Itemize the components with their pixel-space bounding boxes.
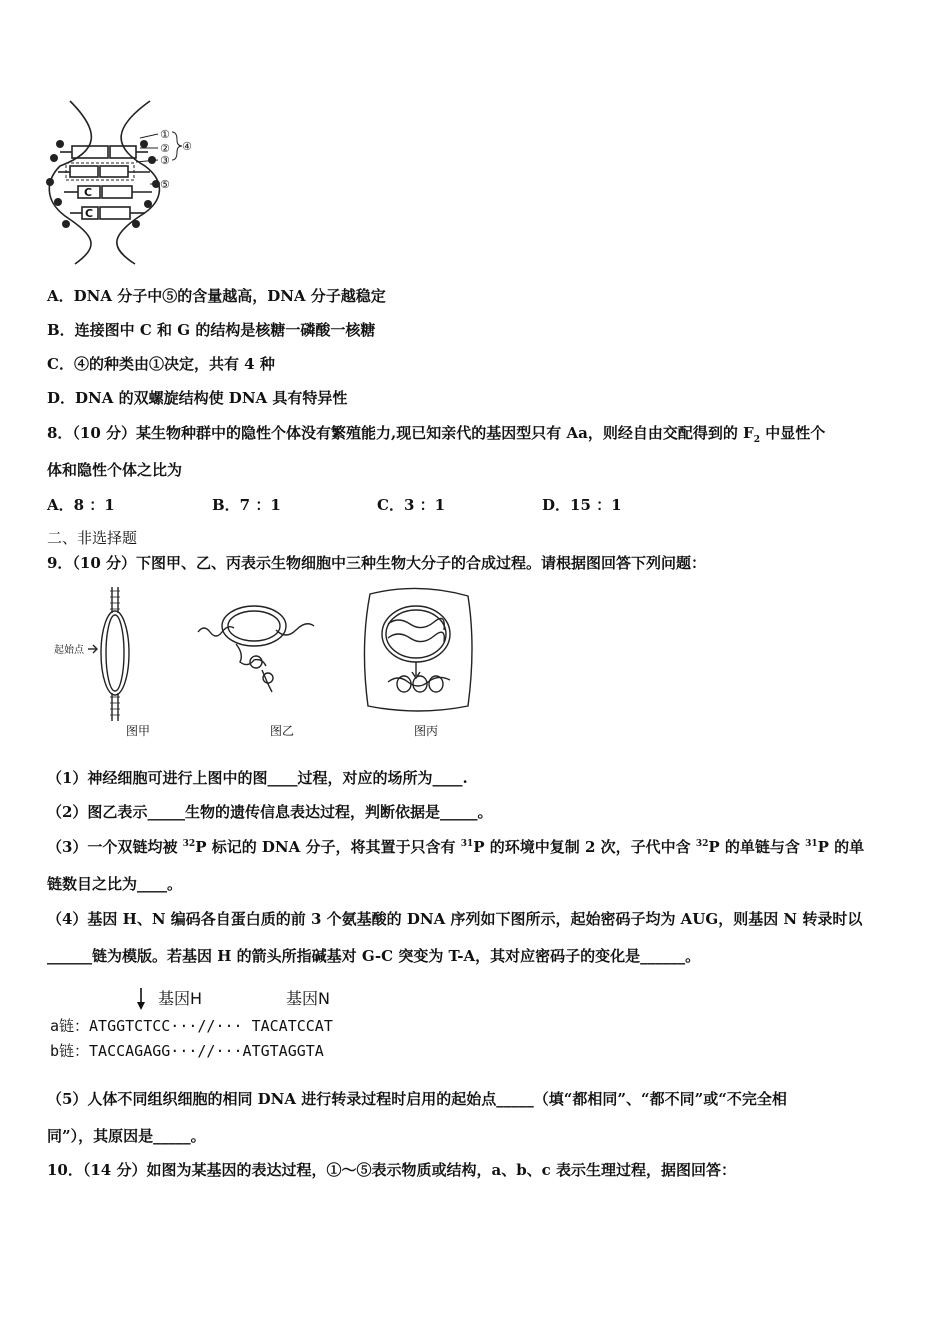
figure-yi-caption: 图乙 [270, 724, 295, 738]
figure-jia [52, 583, 162, 723]
q10-intro: 10．（14 分）如图为某基因的表达过程，①～⑤表示物质或结构，a、b、c 表示生理过程，据图回答： [47, 1161, 737, 1179]
q7-option-d: D．DNA 的双螺旋结构使 DNA 具有特异性 [47, 389, 348, 407]
q9-sub3-c: P 的环境中复制 2 次，子代中含 [473, 838, 696, 856]
figure-yi [196, 596, 316, 696]
q7-option-a: A．DNA 分子中⑤的含量越高，DNA 分子越稳定 [47, 287, 386, 305]
base-pair-box-8 [100, 207, 130, 219]
q8-line1-pre: 8．（10 分）某生物种群中的隐性个体没有繁殖能力,现已知亲代的基因型只有 Aa，则经自由交配得到的 F [47, 424, 754, 442]
q9-sub4-line1: （4）基因 H、N 编码各自蛋白质的前 3 个氨基酸的 DNA 序列如下图所示，起始密码子均为 AUG，则基因 N 转录时以 [47, 910, 863, 928]
base-pair-box-1 [72, 146, 108, 158]
q9-sub2: （2）图乙表示_____生物的遗传信息表达过程，判断依据是_____。 [47, 803, 493, 821]
q9-sub3-sup2: 31 [460, 839, 474, 849]
chain-a-sequence: a链：ATGGTCTCC···//··· TACATCCAT [50, 1017, 333, 1035]
q9-sub3-line2: 链数目之比为____。 [47, 875, 183, 893]
chain-b-sequence: b链：TACCAGAGG···//···ATGTAGGTA [50, 1042, 324, 1060]
q9-sub3-e: P 的单 [817, 838, 865, 856]
figure-jia-caption: 图甲 [126, 724, 151, 738]
q9-sub3-a: （3）一个双链均被 [47, 838, 183, 856]
q8-option-a: A．8 ：1 [47, 496, 115, 514]
q8-option-b: B．7 ：1 [212, 496, 281, 514]
q7-option-b: B．连接图中 C 和 G 的结构是核糖一磷酸一核糖 [47, 321, 376, 339]
q7-option-c: C．④的种类由①决定，共有 4 种 [47, 355, 275, 373]
q9-sub3-b: P 标记的 DNA 分子，将其置于只含有 [195, 838, 461, 856]
q9-sub3-d: P 的单链与含 [708, 838, 806, 856]
gene-h-label: 基因H [158, 989, 203, 1008]
fig-label-1: ① [160, 128, 170, 141]
q8-question [47, 423, 825, 443]
base-pair-box-3 [70, 166, 98, 177]
helix-strand-left [49, 101, 94, 264]
q8-option-c: C．3 ：1 [377, 496, 446, 514]
q9-sub3-sup3: 32 [695, 839, 709, 849]
fig-label-5: ⑤ [160, 178, 170, 191]
fig-label-4: ④ [182, 140, 192, 153]
gene-arrow-icon [134, 986, 148, 1012]
q9-sub3-sup4: 31 [805, 839, 818, 849]
q8-line1-sub: 2 [753, 435, 760, 445]
base-pair-box-4 [100, 166, 128, 177]
fig-label-3: ③ [160, 154, 170, 167]
q9-sub5-line2: 同”），其原因是_____。 [47, 1127, 206, 1145]
q9-sub4-line2: ______链为模版。若基因 H 的箭头所指碱基对 G-C 突变为 T-A，其对应密码子的变化是______。 [47, 947, 701, 965]
q8-option-d: D．15 ：1 [542, 496, 622, 514]
q9-sub3 [47, 837, 864, 857]
figure-bing [358, 586, 478, 716]
section-heading: 二、非选择题 [47, 529, 138, 547]
q9-sub1: （1）神经细胞可进行上图中的图____过程，对应的场所为____. [47, 769, 468, 787]
q8-line1-post: 中显性个 [759, 424, 826, 442]
fig-label-2: ② [160, 142, 170, 155]
base-pair-box-6 [102, 186, 132, 198]
fig-base-c-1: C [84, 186, 93, 199]
fig-start-label: 起始点 [54, 645, 84, 656]
fig-base-c-2: C [85, 207, 94, 220]
gene-n-label: 基因N [286, 989, 330, 1008]
q9-sub5-line1: （5）人体不同组织细胞的相同 DNA 进行转录过程时启用的起始点_____（填“都相同”、“都不同”或“不完全相 [47, 1090, 787, 1108]
q9-intro: 9．（10 分）下图甲、乙、丙表示生物细胞中三种生物大分子的合成过程。请根据图回答下列问题： [47, 554, 707, 572]
dna-helix-figure [40, 96, 200, 266]
q9-sub3-sup1: 32 [182, 839, 196, 849]
figure-bing-caption: 图丙 [414, 724, 439, 738]
q8-question-line2: 体和隐性个体之比为 [47, 461, 183, 479]
